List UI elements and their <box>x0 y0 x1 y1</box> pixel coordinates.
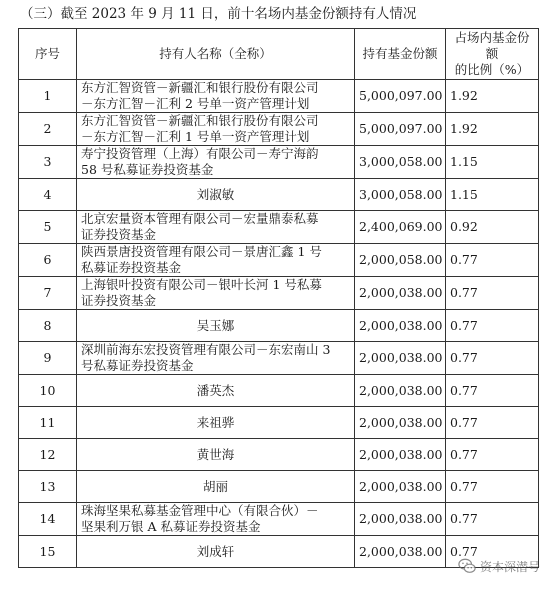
holder-name-line: 东方汇智资管－新疆汇和银行股份有限公司 <box>81 80 319 95</box>
row-amount: 5,000,097.00 <box>355 80 446 113</box>
holder-name-line: 东方汇智资管－新疆汇和银行股份有限公司 <box>81 113 319 128</box>
header-ratio <box>446 29 539 80</box>
row-ratio: 0.77 <box>446 375 539 407</box>
row-amount: 2,000,038.00 <box>355 277 446 310</box>
row-seq: 9 <box>19 342 77 375</box>
holder-name-line: 证券投资基金 <box>81 227 157 242</box>
row-holder-name <box>77 211 355 244</box>
holder-name-line: －东方汇智－汇利 1 号单一资产管理计划 <box>81 129 310 144</box>
table-row <box>19 471 539 503</box>
row-ratio: 0.77 <box>446 277 539 310</box>
holder-name-line: 潘英杰 <box>196 382 235 398</box>
row-holder-name <box>77 277 355 310</box>
row-holder-name <box>77 113 355 146</box>
table-row <box>19 211 539 244</box>
row-holder-name <box>77 310 355 342</box>
holders-table <box>18 28 539 568</box>
row-holder-name <box>77 342 355 375</box>
holder-name-line: 刘成轩 <box>196 543 235 559</box>
holder-name-line: 深圳前海东宏投资管理有限公司－东宏南山 3 <box>81 342 331 357</box>
row-ratio: 1.15 <box>446 179 539 211</box>
holder-name-line: 北京宏量资本管理有限公司－宏量鼎泰私募 <box>81 211 319 226</box>
table-row <box>19 80 539 113</box>
holder-name-line: 黄世海 <box>196 446 235 462</box>
row-ratio: 1.15 <box>446 146 539 179</box>
header-seq: 序号 <box>19 29 77 80</box>
header-ratio-line2: 的比例（%） <box>454 62 530 77</box>
row-amount: 5,000,097.00 <box>355 113 446 146</box>
table-row <box>19 375 539 407</box>
row-seq: 6 <box>19 244 77 277</box>
table-body <box>19 80 539 568</box>
holder-name-line: 吴玉娜 <box>196 317 235 333</box>
row-holder-name <box>77 146 355 179</box>
watermark-text: 资本深潜号 <box>479 559 540 574</box>
table-row <box>19 407 539 439</box>
row-amount: 2,000,038.00 <box>355 375 446 407</box>
row-ratio: 0.77 <box>446 244 539 277</box>
row-ratio: 0.77 <box>446 407 539 439</box>
table-row <box>19 277 539 310</box>
holder-name-line: 寿宁投资管理（上海）有限公司－寿宁海韵 <box>81 146 319 161</box>
table-header-row <box>19 29 539 80</box>
row-amount: 2,000,058.00 <box>355 244 446 277</box>
row-amount: 2,000,038.00 <box>355 439 446 471</box>
header-ratio-line1: 占场内基金份额 <box>454 30 530 61</box>
row-ratio: 1.92 <box>446 80 539 113</box>
section-heading: （三）截至 2023 年 9 月 11 日，前十名场内基金份额持有人情况 <box>20 6 417 22</box>
row-seq: 13 <box>19 471 77 503</box>
row-ratio: 0.77 <box>446 471 539 503</box>
holder-name-line: 刘淑敏 <box>196 186 235 202</box>
row-holder-name <box>77 80 355 113</box>
row-seq: 11 <box>19 407 77 439</box>
row-seq: 8 <box>19 310 77 342</box>
table-row <box>19 503 539 536</box>
holder-name-line: 来祖骅 <box>196 414 235 430</box>
holder-name-line: 号私募证券投资基金 <box>81 358 194 373</box>
row-holder-name <box>77 471 355 503</box>
holder-name-line: 陕西景唐投资管理有限公司－景唐汇鑫 1 号 <box>81 244 322 259</box>
row-amount: 3,000,058.00 <box>355 146 446 179</box>
row-amount: 3,000,058.00 <box>355 179 446 211</box>
row-ratio: 0.77 <box>446 310 539 342</box>
holder-name-line: 胡丽 <box>202 478 228 494</box>
row-ratio: 0.92 <box>446 211 539 244</box>
row-seq: 3 <box>19 146 77 179</box>
row-holder-name <box>77 439 355 471</box>
holder-name-line: 证券投资基金 <box>81 293 157 308</box>
table-row <box>19 244 539 277</box>
row-seq: 7 <box>19 277 77 310</box>
row-seq: 5 <box>19 211 77 244</box>
table-row <box>19 439 539 471</box>
row-amount: 2,400,069.00 <box>355 211 446 244</box>
row-holder-name <box>77 179 355 211</box>
table-row <box>19 310 539 342</box>
row-holder-name <box>77 407 355 439</box>
table-row <box>19 342 539 375</box>
row-ratio: 0.77 <box>446 439 539 471</box>
holder-name-line: －东方汇智－汇利 2 号单一资产管理计划 <box>81 96 310 111</box>
holder-name-line: 私募证券投资基金 <box>81 260 182 275</box>
row-amount: 2,000,038.00 <box>355 503 446 536</box>
row-ratio: 0.77 <box>446 342 539 375</box>
row-seq: 2 <box>19 113 77 146</box>
row-ratio: 0.77 <box>446 503 539 536</box>
row-amount: 2,000,038.00 <box>355 407 446 439</box>
row-amount: 2,000,038.00 <box>355 536 446 568</box>
row-amount: 2,000,038.00 <box>355 342 446 375</box>
row-holder-name <box>77 536 355 568</box>
row-seq: 12 <box>19 439 77 471</box>
holder-name-line: 坚果利万银 A 私募证券投资基金 <box>81 519 261 534</box>
row-holder-name <box>77 244 355 277</box>
header-name: 持有人名称（全称） <box>77 29 355 80</box>
holder-name-line: 上海银叶投资有限公司－银叶长河 1 号私募 <box>81 277 322 292</box>
row-amount: 2,000,038.00 <box>355 310 446 342</box>
row-ratio: 0.77 <box>446 536 539 568</box>
row-ratio: 1.92 <box>446 113 539 146</box>
row-holder-name <box>77 375 355 407</box>
header-amount: 持有基金份额 <box>355 29 446 80</box>
holder-name-line: 珠海坚果私募基金管理中心（有限合伙）－ <box>81 503 319 518</box>
row-seq: 4 <box>19 179 77 211</box>
table-row <box>19 146 539 179</box>
row-seq: 10 <box>19 375 77 407</box>
watermark <box>458 557 540 575</box>
table-row <box>19 179 539 211</box>
row-seq: 1 <box>19 80 77 113</box>
row-seq: 15 <box>19 536 77 568</box>
table-row <box>19 113 539 146</box>
wechat-icon <box>458 557 476 575</box>
row-amount: 2,000,038.00 <box>355 471 446 503</box>
row-holder-name <box>77 503 355 536</box>
holder-name-line: 58 号私募证券投资基金 <box>81 162 214 177</box>
row-seq: 14 <box>19 503 77 536</box>
